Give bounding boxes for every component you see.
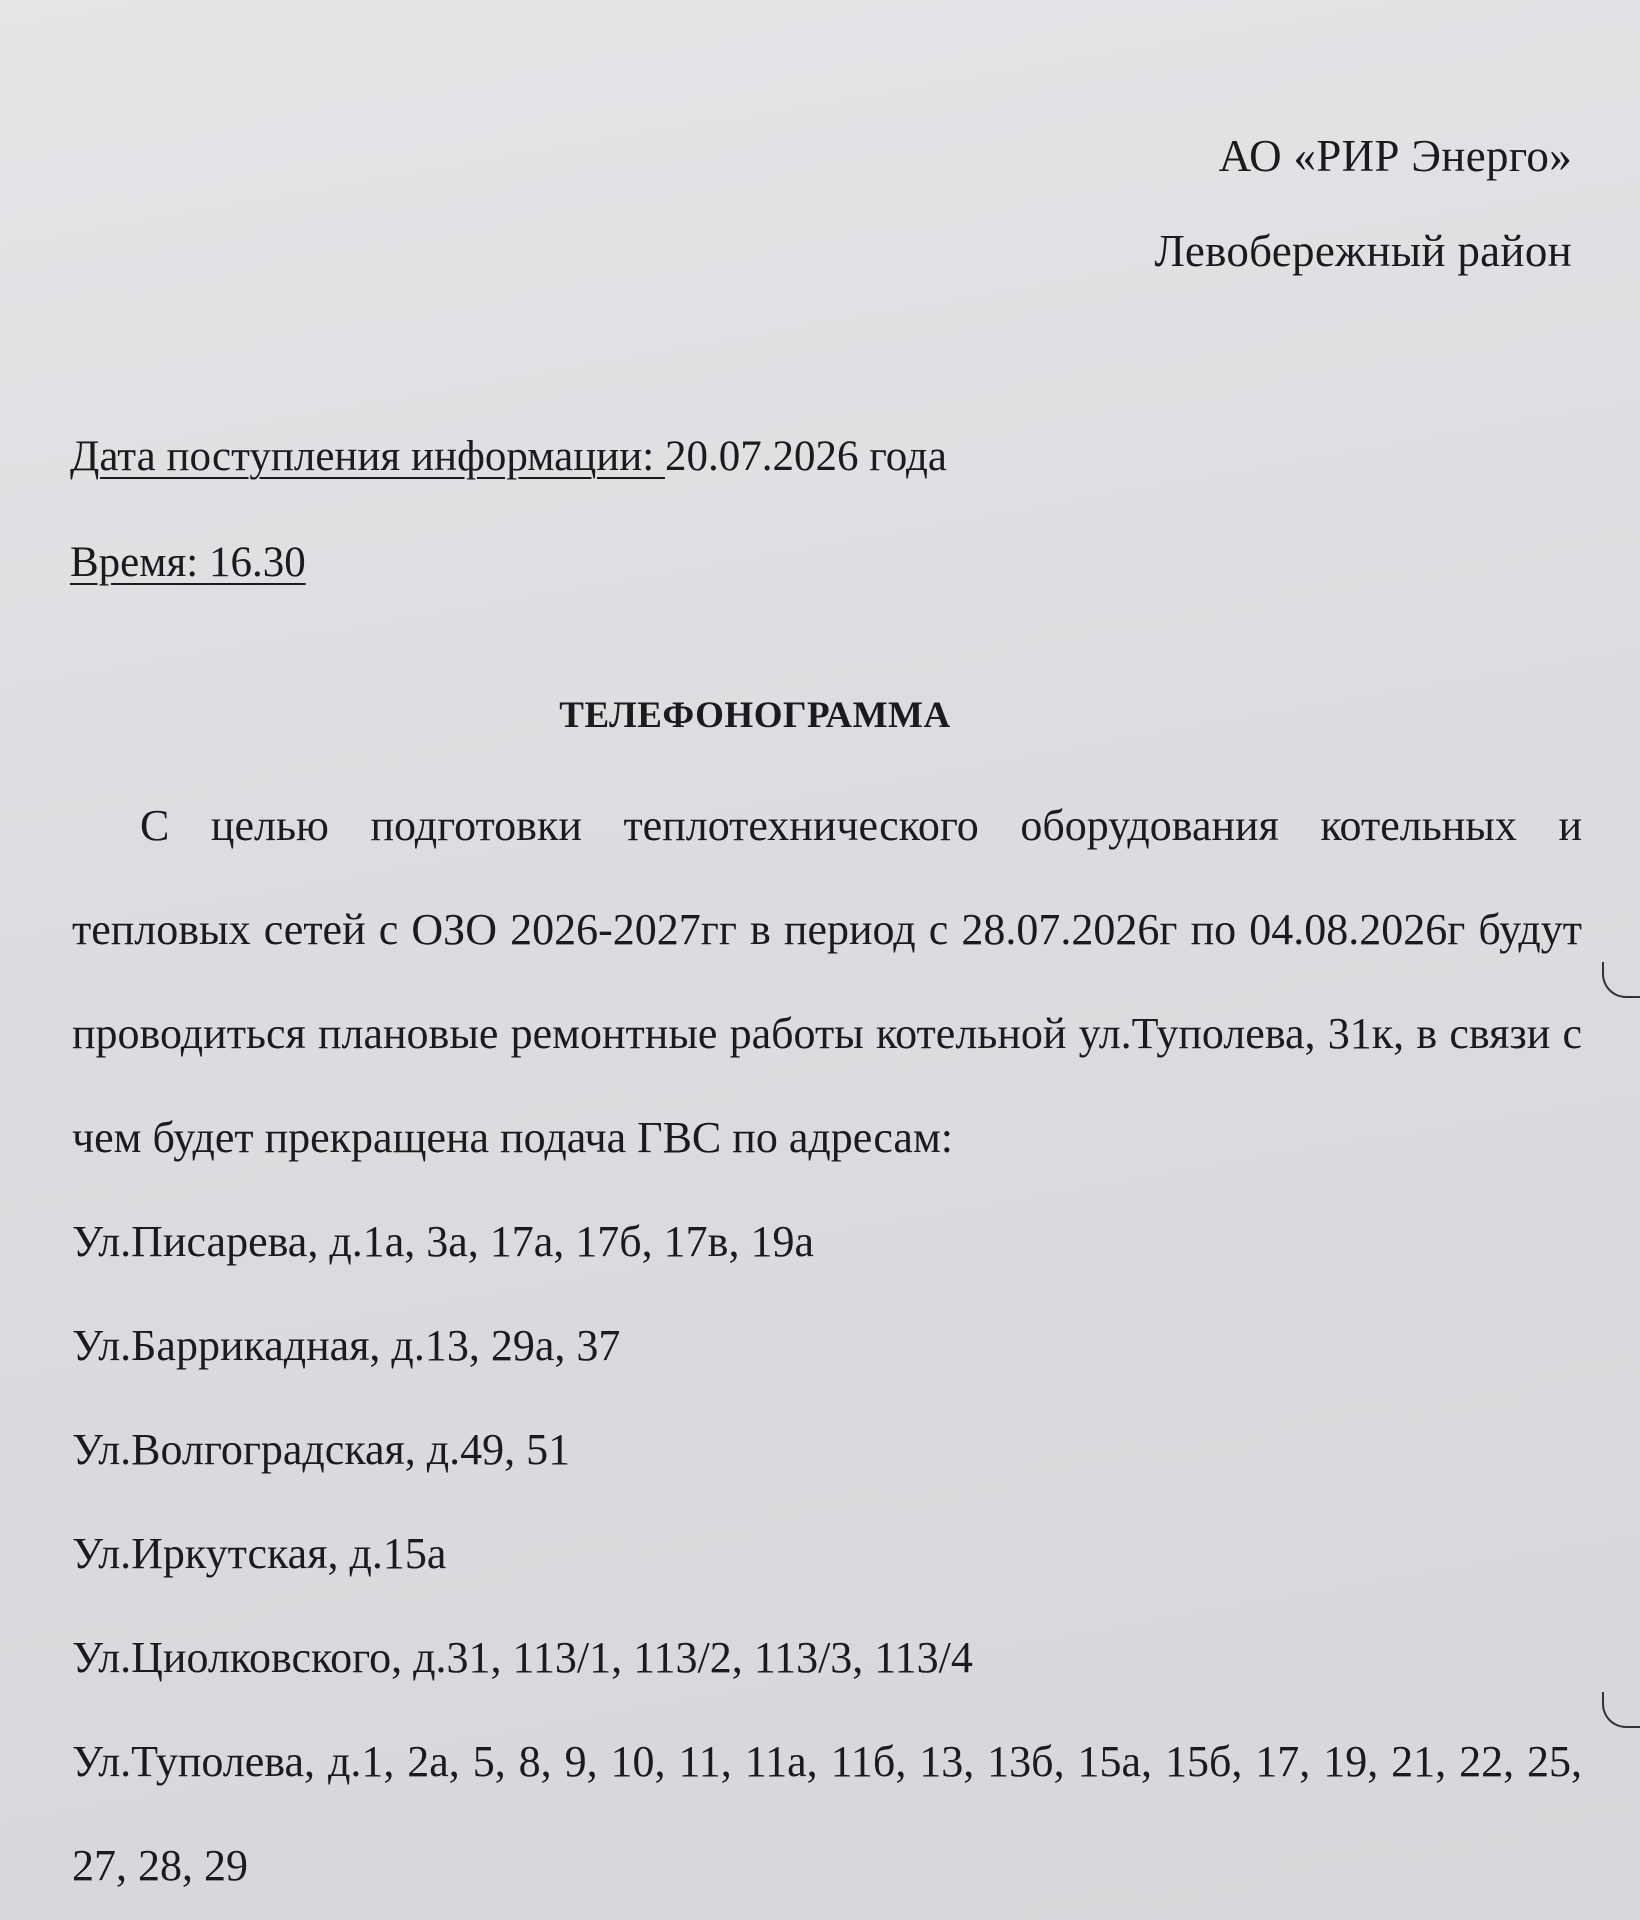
address-line: Ул.Баррикадная, д.13, 29а, 37	[72, 1321, 621, 1370]
document-title: ТЕЛЕФОНОГРАММА	[559, 695, 951, 736]
pen-mark	[1602, 962, 1640, 998]
address-line: Ул.Иркутская, д.15а	[72, 1529, 447, 1578]
address-line: Ул.Волгоградская, д.49, 51	[72, 1425, 571, 1474]
organization-name: АО «РИР Энерго»	[1218, 131, 1572, 181]
address-line: Ул.Писарева, д.1а, 3а, 17а, 17б, 17в, 19а	[72, 1217, 814, 1266]
address-line: Ул.Циолковского, д.31, 113/1, 113/2, 113/3, 113/4	[72, 1633, 973, 1682]
receipt-date-value: 20.07.2026 года	[664, 433, 947, 480]
receipt-date-line	[70, 432, 947, 481]
receipt-date-label: Дата поступления информации:	[70, 433, 665, 480]
receipt-time-line	[70, 538, 306, 587]
district-name: Левобережный район	[1154, 226, 1572, 276]
address-line: Ул.Туполева, д.1, 2а, 5, 8, 9, 10, 11, 11а, 11б, 13, 13б, 15а, 15б, 17, 19, 21, 22, 25, 27, 28, 29	[72, 1737, 1582, 1890]
document-body	[72, 774, 1582, 1918]
pen-mark	[1602, 1692, 1640, 1728]
notice-paragraph: С целью подготовки теплотехнического оборудования котельных и тепловых сетей с ОЗО 2026-2027гг в период с 28.07.2026г по 04.08.2026г будут проводиться плановые ремонтные работы котельной ул.Туполева, 31к, в связи с чем будет прекращена подача ГВС по адресам:	[72, 801, 1582, 1162]
receipt-time: Время: 16.30	[70, 539, 306, 586]
